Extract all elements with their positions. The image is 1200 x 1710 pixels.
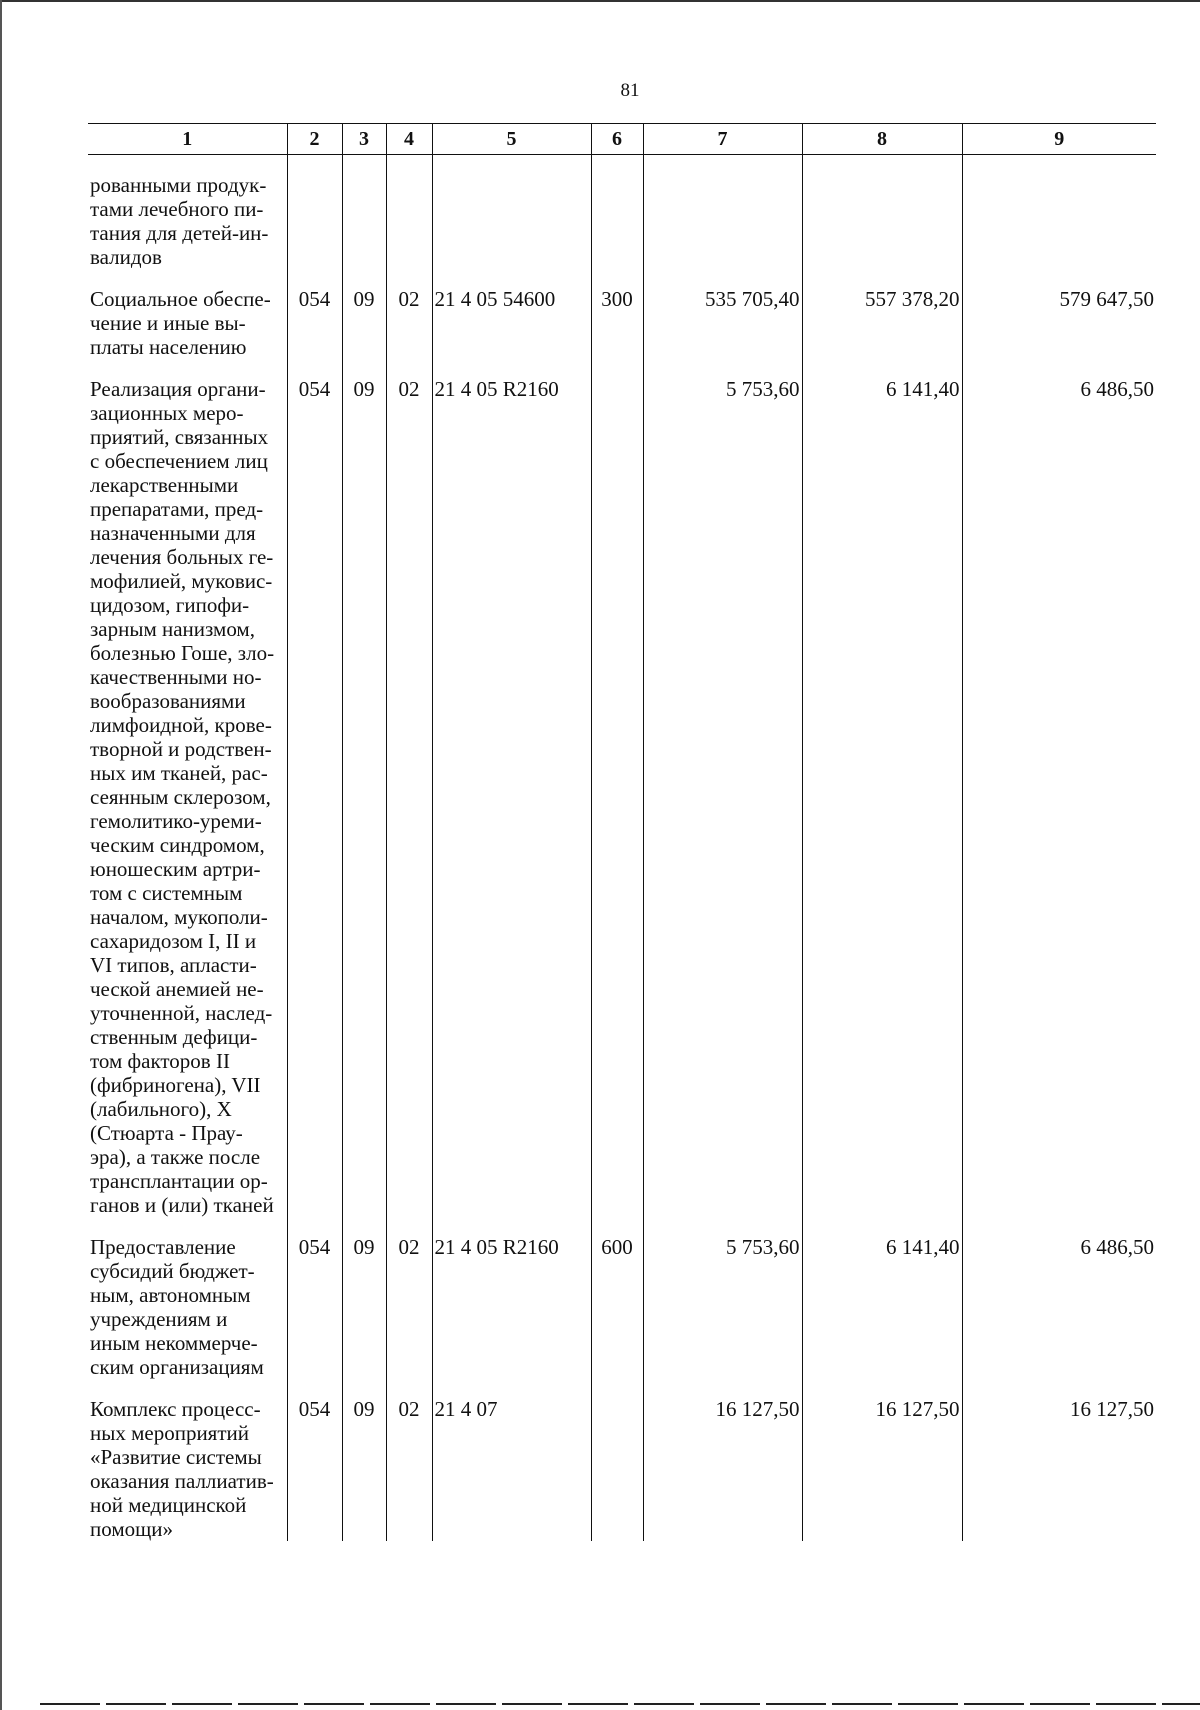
cell-ministry-code: 054 [287, 1235, 342, 1379]
cell-ministry-code [287, 173, 342, 269]
cell-subsection-code: 02 [386, 1397, 432, 1541]
cell-amount-year3: 6 486,50 [962, 377, 1156, 1217]
row-name: рованными продук- тами лечебного пи- тания для детей-ин- валидов [90, 173, 269, 269]
table-spacer [88, 269, 1156, 287]
cell-expense-type: 300 [591, 287, 643, 359]
column-header: 1 [88, 124, 287, 155]
column-header: 6 [591, 124, 643, 155]
page-number: 81 [620, 80, 640, 101]
cell-section-code: 09 [342, 1235, 386, 1379]
column-header: 8 [802, 124, 962, 155]
column-header: 9 [962, 124, 1156, 155]
table-spacer [88, 359, 1156, 377]
cell-amount-year1: 5 753,60 [643, 377, 802, 1217]
cell-target-article: 21 4 05 54600 [432, 287, 591, 359]
cell-subsection-code: 02 [386, 377, 432, 1217]
cell-target-article: 21 4 05 R2160 [432, 377, 591, 1217]
cell-amount-year3: 579 647,50 [962, 287, 1156, 359]
page-footer-line [40, 1703, 1200, 1705]
cell-expense-type [591, 1397, 643, 1541]
cell-amount-year1: 5 753,60 [643, 1235, 802, 1379]
column-header: 7 [643, 124, 802, 155]
row-name: Социальное обеспе- чение и иные вы- платы населению [90, 287, 271, 359]
cell-expense-type [591, 173, 643, 269]
column-header: 2 [287, 124, 342, 155]
cell-amount-year3: 6 486,50 [962, 1235, 1156, 1379]
cell-section-code: 09 [342, 287, 386, 359]
cell-ministry-code: 054 [287, 377, 342, 1217]
cell-subsection-code: 02 [386, 1235, 432, 1379]
cell-section-code: 09 [342, 377, 386, 1217]
table-header-row [88, 124, 1156, 155]
cell-subsection-code [386, 173, 432, 269]
cell-amount-year2: 16 127,50 [802, 1397, 962, 1541]
cell-target-article: 21 4 05 R2160 [432, 1235, 591, 1379]
cell-amount-year3: 16 127,50 [962, 1397, 1156, 1541]
table-row [88, 287, 1156, 359]
cell-amount-year2: 6 141,40 [802, 1235, 962, 1379]
table-row [88, 173, 1156, 269]
page-frame-top-border [0, 0, 1200, 2]
cell-amount-year1 [643, 173, 802, 269]
column-header: 5 [432, 124, 591, 155]
cell-expense-type: 600 [591, 1235, 643, 1379]
table-row [88, 1235, 1156, 1379]
row-name: Комплекс процесс- ных мероприятий «Развитие системы оказания паллиатив- ной медицинской помощи» [90, 1397, 274, 1541]
budget-table [88, 123, 1156, 1541]
cell-amount-year3 [962, 173, 1156, 269]
column-header: 4 [386, 124, 432, 155]
table-spacer [88, 1217, 1156, 1235]
cell-amount-year2: 557 378,20 [802, 287, 962, 359]
table-spacer [88, 1379, 1156, 1397]
row-name: Реализация органи- зационных меро- приятий, связанных с обеспечением лиц лекарственными препаратами, пред- назначенными для лечения больных ге- мофилией, муковис- цидозом, гипофи- зарным нанизмом, болезнью Гоше, зло- качественными но- вообразованиями лимфоидной, крове- творной и родствен- ных им тканей, рас- сеянным склерозом, гемолитико-уреми- ческим синдромом, юношеским артри- том с системным началом, мукополи- сахаридозом I, II и VI типов, апласти- ческой анемией не- уточненной, наслед- ственным дефици- том факторов II (фибриногена), VII (лабильного), X (Стюарта - Прау- эра), а также после трансплантации ор- ганов и (или) тканей [90, 377, 275, 1217]
cell-section-code: 09 [342, 1397, 386, 1541]
cell-amount-year1: 16 127,50 [643, 1397, 802, 1541]
cell-expense-type [591, 377, 643, 1217]
cell-section-code [342, 173, 386, 269]
cell-ministry-code: 054 [287, 287, 342, 359]
table-spacer [88, 155, 1156, 174]
table-row [88, 377, 1156, 1217]
cell-amount-year2: 6 141,40 [802, 377, 962, 1217]
column-header: 3 [342, 124, 386, 155]
cell-target-article: 21 4 07 [432, 1397, 591, 1541]
cell-subsection-code: 02 [386, 287, 432, 359]
cell-amount-year2 [802, 173, 962, 269]
row-name: Предоставление субсидий бюджет- ным, автономным учреждениям и иным некоммерче- ским организациям [90, 1235, 264, 1379]
page-frame-left-border [0, 0, 2, 1710]
cell-target-article [432, 173, 591, 269]
cell-ministry-code: 054 [287, 1397, 342, 1541]
table-row [88, 1397, 1156, 1541]
cell-amount-year1: 535 705,40 [643, 287, 802, 359]
